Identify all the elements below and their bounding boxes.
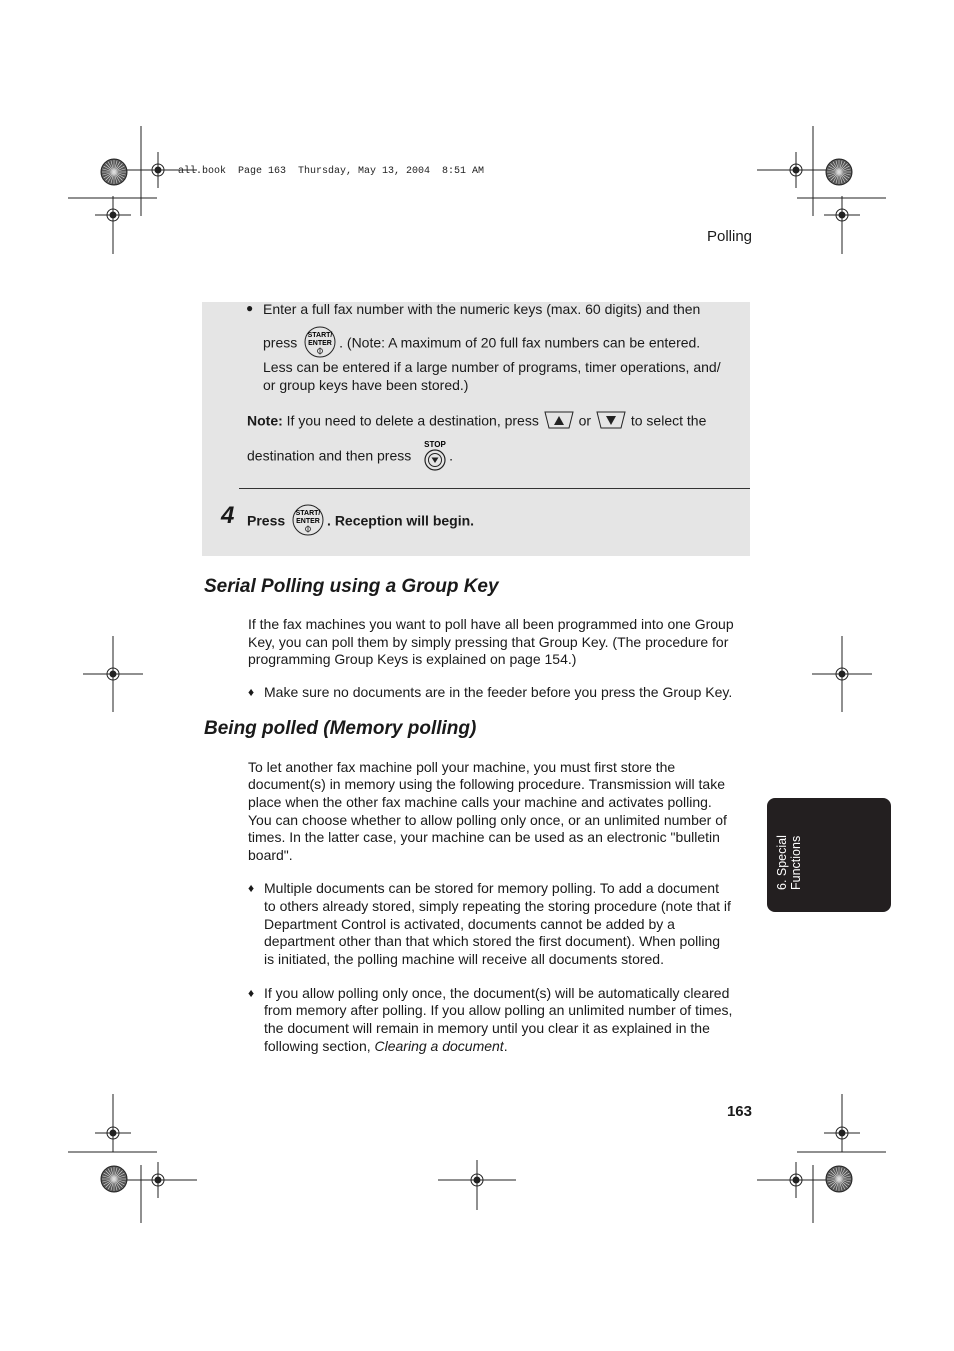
serial-para-3: programming Group Keys is explained on page 154.) bbox=[248, 651, 577, 667]
serial-bullet: Make sure no documents are in the feeder before you press the Group Key. bbox=[264, 684, 733, 700]
memory-para-6: board". bbox=[248, 847, 293, 863]
memory-para-1: To let another fax machine poll your machine, you must first store the bbox=[248, 759, 676, 775]
press-text: press bbox=[263, 334, 298, 351]
start-enter-key-icon bbox=[301, 326, 339, 362]
heading-memory-polling: Being polled (Memory polling) bbox=[204, 718, 477, 739]
svg-text:Functions: Functions bbox=[789, 835, 803, 890]
step-press: Press bbox=[247, 512, 286, 529]
note-line2-text: destination and then press bbox=[247, 447, 412, 464]
svg-text:STOP: STOP bbox=[424, 440, 446, 449]
step-separator bbox=[239, 488, 750, 489]
memory-para-4: You can choose whether to allow polling only once, or an unlimited number of bbox=[248, 812, 727, 828]
svg-text:START/: START/ bbox=[307, 332, 333, 339]
memory-bullet2-line1: If you allow polling only once, the document(s) will be automatically cleared bbox=[264, 985, 730, 1001]
serial-para-1: If the fax machines you want to poll have all been programmed into one Group bbox=[248, 616, 734, 632]
box-line4: or group keys have been stored.) bbox=[263, 377, 469, 393]
svg-text:ENTER: ENTER bbox=[308, 340, 332, 347]
box-line3: Less can be entered if a large number of programs, timer operations, and/ bbox=[263, 359, 721, 375]
box-bullet-line2 bbox=[263, 326, 700, 362]
box-after-key: . (Note: A maximum of 20 full fax numbers can be entered. bbox=[339, 334, 701, 351]
note-label: Note: bbox=[247, 412, 283, 429]
down-arrow-key-icon bbox=[595, 410, 627, 434]
memory-bullet1-line4: department other than that which stored the first document). When polling bbox=[264, 933, 721, 949]
note-text: If you need to delete a destination, press bbox=[286, 412, 539, 429]
diamond-bullet-icon: ♦ bbox=[248, 986, 255, 1000]
memory-bullet1-line2: to others already stored, simply repeating the storing procedure (note that if bbox=[264, 898, 731, 914]
serial-para-2: Key, you can poll them by simply pressing that Group Key. (The procedure for bbox=[248, 634, 729, 650]
bullet2-last-pre: following section, bbox=[264, 1038, 375, 1054]
memory-para-3: place when the other fax machine calls your machine and activates polling. bbox=[248, 794, 712, 810]
bullet-dot: ● bbox=[246, 301, 254, 315]
svg-text:START/: START/ bbox=[295, 510, 321, 517]
memory-bullet1-line5: is initiated, the polling machine will receive all documents stored. bbox=[264, 951, 664, 967]
memory-para-5: times. In the latter case, your machine can be used as an electronic "bulletin bbox=[248, 829, 720, 845]
bullet2-last-post: . bbox=[503, 1038, 508, 1054]
page-number: 163 bbox=[726, 1103, 752, 1120]
diamond-bullet-icon: ♦ bbox=[248, 685, 255, 699]
step-number: 4 bbox=[221, 502, 235, 529]
heading-serial-polling: Serial Polling using a Group Key bbox=[204, 576, 499, 597]
memory-bullet1-line3: Department Control is activated, documents cannot be added by a bbox=[264, 916, 675, 932]
note-or: or bbox=[578, 412, 592, 429]
memory-bullet2-line3: the document will remain in memory until you clear it as explained in the bbox=[264, 1020, 710, 1036]
step-after: . Reception will begin. bbox=[327, 512, 475, 529]
start-enter-key-icon-step bbox=[289, 504, 327, 540]
note-select: to select the bbox=[630, 412, 707, 429]
running-header: Polling bbox=[706, 228, 752, 245]
note-line1 bbox=[247, 410, 706, 434]
step-line bbox=[247, 504, 474, 540]
up-arrow-key-icon bbox=[543, 410, 575, 434]
memory-bullet2-line2: from memory after polling. If you allow polling an unlimited number of times, bbox=[264, 1002, 733, 1018]
svg-text:ENTER: ENTER bbox=[296, 518, 320, 525]
note-end: . bbox=[449, 447, 454, 464]
memory-bullet1-line1: Multiple documents can be stored for memory polling. To add a document bbox=[264, 880, 719, 896]
box-bullet-line1: Enter a full fax number with the numeric keys (max. 60 digits) and then bbox=[263, 301, 701, 317]
note-line2 bbox=[247, 438, 453, 476]
print-info-line: all.book Page 163 Thursday, May 13, 2004 8:51 AM bbox=[178, 166, 485, 177]
svg-text:6. Special: 6. Special bbox=[775, 835, 789, 890]
memory-para-2: document(s) in memory using the following procedure. Transmission will take bbox=[248, 776, 725, 792]
diamond-bullet-icon: ♦ bbox=[248, 881, 255, 895]
clearing-a-document-ref: Clearing a document bbox=[374, 1038, 504, 1054]
memory-bullet2-line4 bbox=[264, 1037, 508, 1055]
chapter-tab-label bbox=[774, 820, 804, 890]
stop-key-icon bbox=[421, 438, 449, 476]
